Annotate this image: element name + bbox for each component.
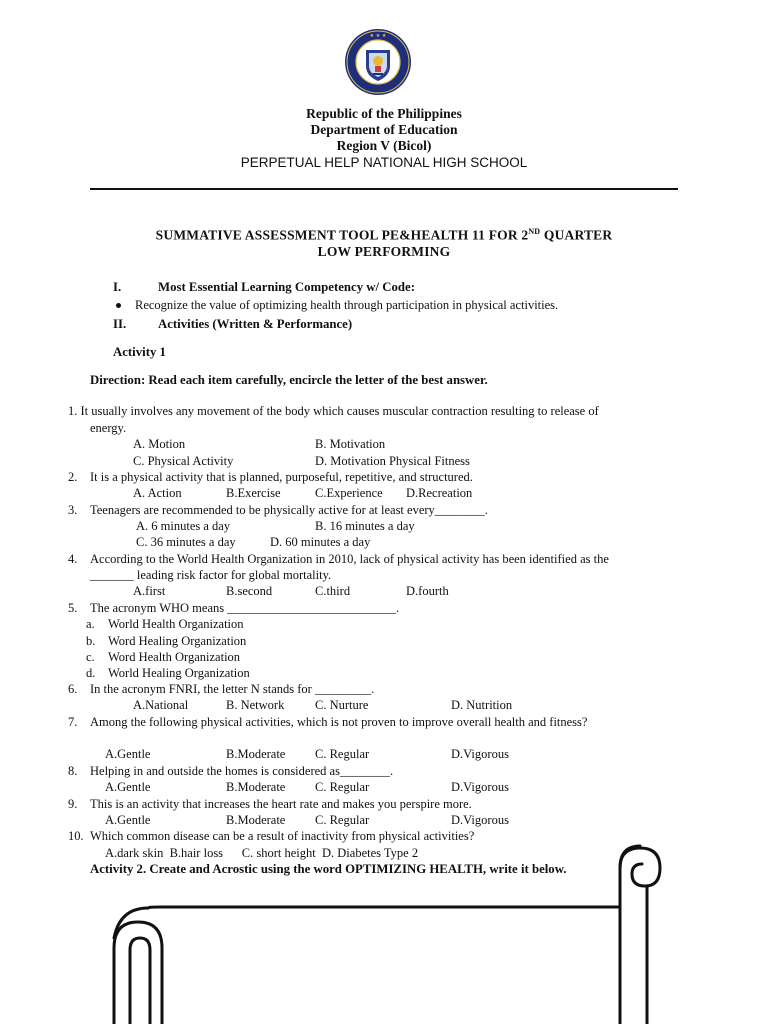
q4-option-c[interactable]: C.third: [315, 584, 351, 598]
q5-option-c-letter: c.: [86, 650, 95, 664]
q5-option-b-letter: b.: [86, 634, 96, 648]
question-2-number: 2.: [68, 470, 78, 484]
q2-option-b[interactable]: B.Exercise: [226, 486, 281, 500]
q8-option-b[interactable]: B.Moderate: [226, 780, 286, 794]
q1-option-d[interactable]: D. Motivation Physical Fitness: [315, 454, 470, 468]
activity-1-label: Activity 1: [113, 345, 166, 359]
q6-option-d[interactable]: D. Nutrition: [451, 698, 513, 712]
question-5-number: 5.: [68, 601, 78, 615]
q8-option-d[interactable]: D.Vigorous: [451, 780, 509, 794]
q1-option-b[interactable]: B. Motivation: [315, 437, 386, 451]
q7-option-b[interactable]: B.Moderate: [226, 747, 286, 761]
q7-option-d[interactable]: D.Vigorous: [451, 747, 509, 761]
q5-option-a[interactable]: World Health Organization: [108, 617, 244, 631]
q1-option-c[interactable]: C. Physical Activity: [133, 454, 234, 468]
q8-option-c[interactable]: C. Regular: [315, 780, 370, 794]
question-1-stem-cont: energy.: [90, 421, 127, 435]
q9-option-a[interactable]: A.Gentle: [105, 813, 151, 827]
q3-option-c[interactable]: C. 36 minutes a day: [136, 535, 236, 549]
question-4-stem-cont: _______ leading risk factor for global mortality.: [90, 568, 332, 582]
q3-option-b[interactable]: B. 16 minutes a day: [315, 519, 415, 533]
q9-option-d[interactable]: D.Vigorous: [451, 813, 509, 827]
question-5-stem: The acronym WHO means ___________________________.: [90, 601, 400, 615]
direction-text: Direction: Read each item carefully, encircle the letter of the best answer.: [90, 373, 488, 387]
competency-text: Recognize the value of optimizing health through participation in physical activities.: [135, 298, 559, 312]
question-9-stem: This is an activity that increases the heart rate and makes you perspire more.: [90, 797, 472, 811]
q10-options[interactable]: A.dark skin B.hair loss C. short height D. Diabetes Type 2: [105, 846, 419, 860]
q5-option-d-letter: d.: [86, 666, 96, 680]
q5-option-c[interactable]: Word Health Organization: [108, 650, 241, 664]
question-10-number: 10.: [68, 829, 84, 843]
header-school-name: PERPETUAL HELP NATIONAL HIGH SCHOOL: [240, 155, 528, 170]
q4-option-d[interactable]: D.fourth: [406, 584, 449, 598]
q4-option-a[interactable]: A.first: [133, 584, 166, 598]
section-2-label: Activities (Written & Performance): [158, 317, 353, 331]
section-1-number: I.: [113, 280, 122, 294]
q2-option-a[interactable]: A. Action: [133, 486, 182, 500]
header-divider: [90, 188, 678, 190]
question-6-number: 6.: [68, 682, 78, 696]
q1-option-a[interactable]: A. Motion: [133, 437, 186, 451]
question-6-stem: In the acronym FNRI, the letter N stands for _________.: [90, 682, 375, 696]
question-4-number: 4.: [68, 552, 78, 566]
question-3-number: 3.: [68, 503, 78, 517]
question-8-number: 8.: [68, 764, 78, 778]
q5-option-d[interactable]: World Healing Organization: [108, 666, 250, 680]
question-3-stem: Teenagers are recommended to be physically active for at least every________.: [90, 503, 488, 517]
assessment-title: SUMMATIVE ASSESSMENT TOOL PE&HEALTH 11 FOR 2ND QUARTER: [155, 227, 613, 243]
q5-option-b[interactable]: Word Healing Organization: [108, 634, 247, 648]
section-1-label: Most Essential Learning Competency w/ Code:: [158, 280, 415, 294]
activity-2-instruction: Activity 2. Create and Acrostic using the word OPTIMIZING HEALTH, write it below.: [90, 862, 567, 876]
question-1-stem: 1. It usually involves any movement of the body which causes muscular contraction resulting to release of: [68, 404, 599, 418]
question-7-stem: Among the following physical activities, which is not proven to improve overall health and fitness?: [90, 715, 588, 729]
q9-option-b[interactable]: B.Moderate: [226, 813, 286, 827]
question-10-stem: Which common disease can be a result of inactivity from physical activities?: [90, 829, 475, 843]
q3-option-d[interactable]: D. 60 minutes a day: [270, 535, 371, 549]
section-2-number: II.: [113, 317, 127, 331]
question-2-stem: It is a physical activity that is planned, purposeful, repetitive, and structured.: [90, 470, 473, 484]
question-4-stem: According to the World Health Organization in 2010, lack of physical activity has been identified as the: [90, 552, 609, 566]
q6-option-a[interactable]: A.National: [133, 698, 189, 712]
q8-option-a[interactable]: A.Gentle: [105, 780, 151, 794]
question-9-number: 9.: [68, 797, 78, 811]
header-department: Department of Education: [310, 122, 458, 137]
q6-option-c[interactable]: C. Nurture: [315, 698, 369, 712]
header-region: Region V (Bicol): [336, 138, 432, 153]
q2-option-d[interactable]: D.Recreation: [406, 486, 473, 500]
q7-option-a[interactable]: A.Gentle: [105, 747, 151, 761]
svg-text:★ ★ ★: ★ ★ ★: [369, 33, 387, 39]
q5-option-a-letter: a.: [86, 617, 95, 631]
q2-option-c[interactable]: C.Experience: [315, 486, 383, 500]
question-8-stem: Helping in and outside the homes is considered as________.: [90, 764, 394, 778]
header-republic: Republic of the Philippines: [306, 106, 462, 121]
q7-option-c[interactable]: C. Regular: [315, 747, 370, 761]
q9-option-c[interactable]: C. Regular: [315, 813, 370, 827]
assessment-subtitle: LOW PERFORMING: [317, 244, 451, 259]
q4-option-b[interactable]: B.second: [226, 584, 273, 598]
deped-seal-logo: [344, 28, 412, 96]
question-7-number: 7.: [68, 715, 78, 729]
bullet-icon: [116, 303, 121, 308]
q3-option-a[interactable]: A. 6 minutes a day: [136, 519, 231, 533]
scroll-frame: [100, 838, 668, 1024]
q6-option-b[interactable]: B. Network: [226, 698, 285, 712]
